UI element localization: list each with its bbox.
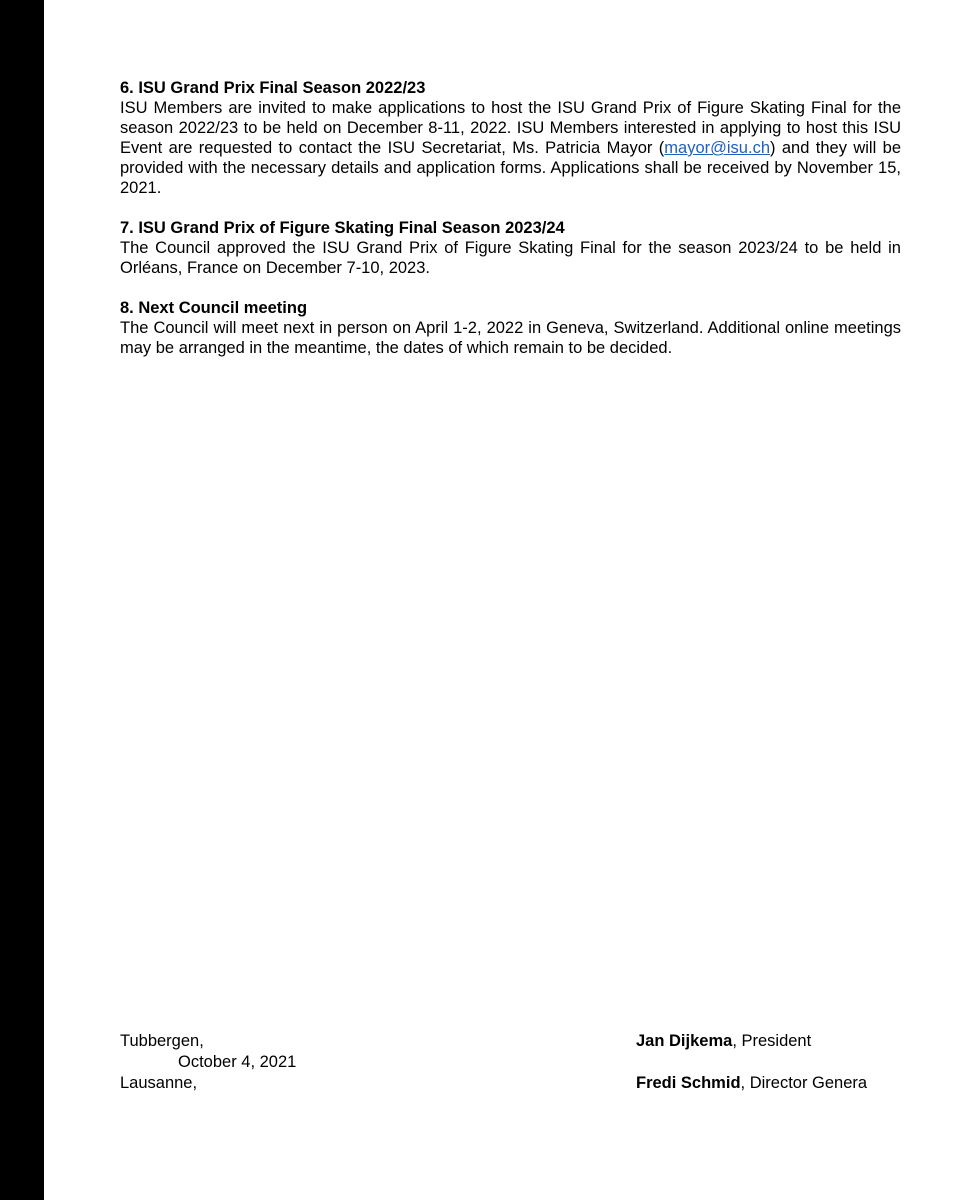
document-page: [120, 78, 901, 378]
signer-2-title: , Director Genera: [740, 1074, 868, 1092]
section-7: [120, 218, 901, 278]
signer-2-name: Fredi Schmid: [636, 1074, 741, 1092]
signer-director: [636, 1073, 916, 1094]
section-7-heading: 7. ISU Grand Prix of Figure Skating Final Season 2023/24: [120, 219, 565, 237]
place-lausanne: Lausanne,: [120, 1074, 198, 1092]
email-link[interactable]: mayor@isu.ch: [664, 139, 770, 157]
section-7-body: The Council approved the ISU Grand Prix of Figure Skating Final for the season 2023/24 to be held in Orléans, France on December 7-10, 2023.: [120, 239, 901, 277]
signature-place-date: [120, 1031, 420, 1094]
section-8: [120, 298, 901, 358]
signer-president: [636, 1031, 916, 1052]
section-6-body-start: ISU Members are invited to make applications to host the ISU Grand Prix of Figure Skating Final for the season 2022/23 to be held on December 8-11, 2022. ISU Members interested in applying to host this ISU Event are requested to contact the ISU Secretariat, Ms. Patricia Mayor (: [120, 99, 901, 157]
signature-date: October 4, 2021: [178, 1053, 297, 1071]
section-6-body: [120, 98, 901, 198]
place-tubbergen: Tubbergen,: [120, 1032, 204, 1050]
section-6-heading: 6. ISU Grand Prix Final Season 2022/23: [120, 79, 426, 97]
signatories: [636, 1031, 916, 1094]
signer-1-name: Jan Dijkema: [636, 1032, 733, 1050]
section-6-body-end: ) and they will be provided with the necessary details and application forms. Applications shall be received by November 15, 2021.: [120, 139, 901, 197]
signer-1-title: , President: [732, 1032, 812, 1050]
section-6: [120, 78, 901, 198]
left-black-border: [0, 0, 44, 1200]
section-8-heading: 8. Next Council meeting: [120, 299, 308, 317]
section-8-body: The Council will meet next in person on April 1-2, 2022 in Geneva, Switzerland. Additional online meetings may be arranged in the meantime, the dates of which remain to be decided.: [120, 319, 901, 357]
